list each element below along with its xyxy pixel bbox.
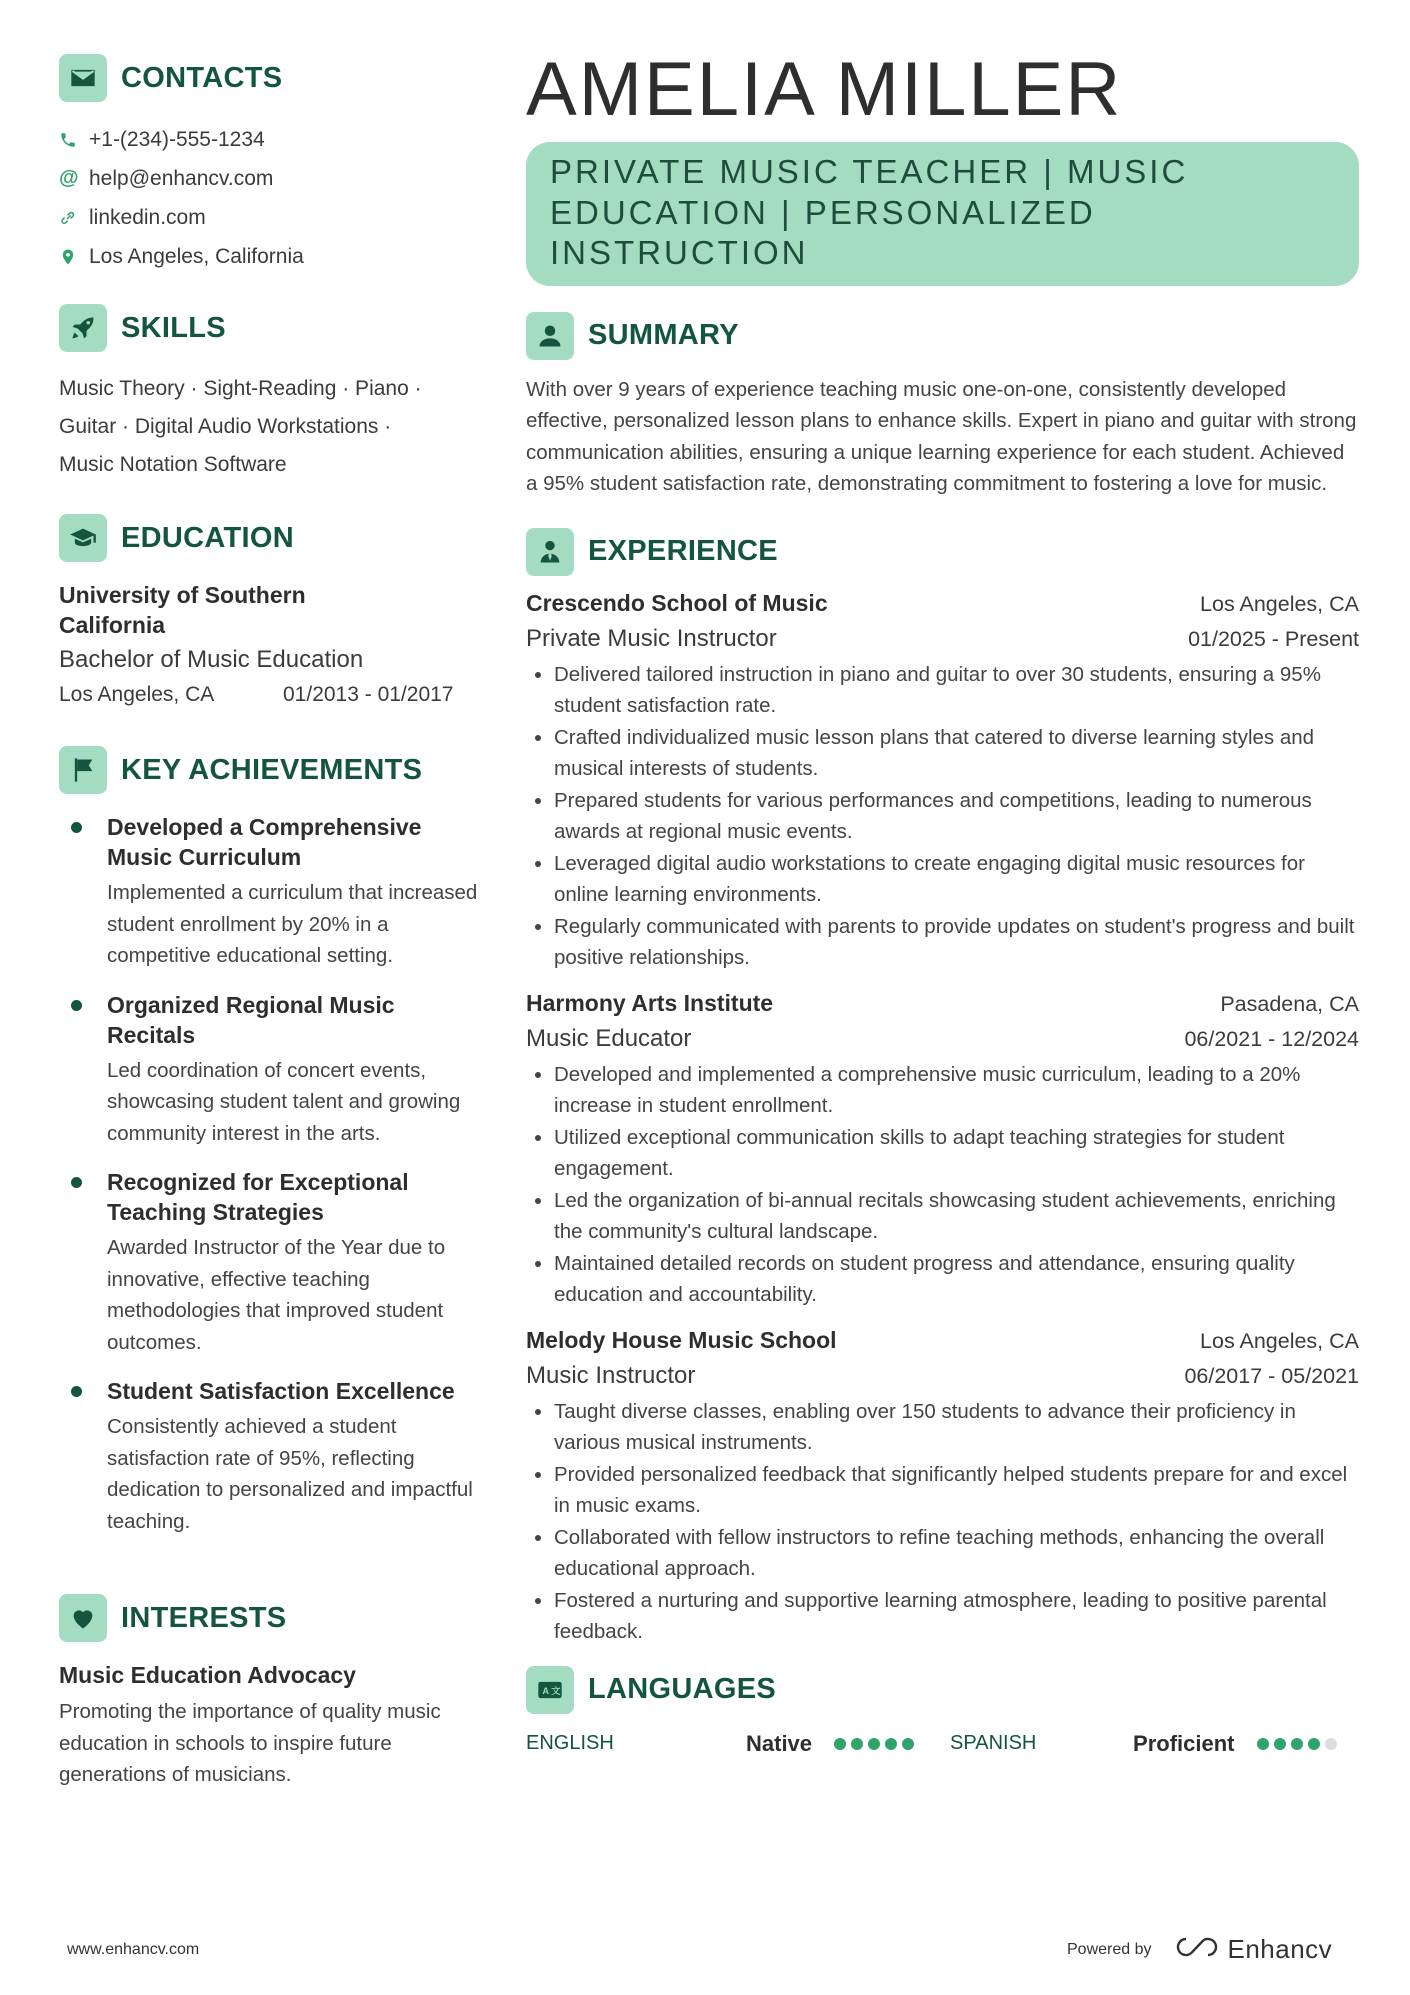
job-location: Pasadena, CA <box>1220 991 1359 1016</box>
contacts-section <box>59 54 479 304</box>
job-bullet: • Maintained detailed records on student progress and attendance, ensuring quality education and accountability. <box>554 1248 1359 1311</box>
svg-text:文: 文 <box>551 1685 561 1696</box>
headline-banner: PRIVATE MUSIC TEACHER | MUSIC EDUCATION | PERSONALIZED INSTRUCTION <box>526 142 1359 286</box>
languages-header <box>526 1666 1359 1714</box>
achievements-heading: KEY ACHIEVEMENTS <box>121 753 423 786</box>
location-pin-icon <box>59 248 89 266</box>
job-bullet: • Leveraged digital audio workstations to create engaging digital music resources for online learning environments. <box>554 848 1359 911</box>
interests-heading: INTERESTS <box>121 1601 287 1634</box>
achievement-item <box>59 1376 479 1537</box>
bullet-dot <box>71 822 82 833</box>
summary-section <box>526 312 1359 500</box>
experience-section <box>526 528 1359 1648</box>
language-name: ENGLISH <box>526 1732 614 1754</box>
job-header <box>526 586 1359 621</box>
rating-dot-filled <box>1308 1738 1320 1750</box>
skills-line: Music Theory · Sight-Reading · Piano · <box>59 377 422 400</box>
rating-dot-filled <box>868 1738 880 1750</box>
job-entry <box>526 986 1359 1311</box>
achievement-desc: Consistently achieved a student satisfaction rate of 95%, reflecting dedication to personalized and impactful teaching. <box>107 1415 473 1533</box>
left-column <box>59 54 479 1791</box>
graduation-cap-icon <box>59 514 107 562</box>
heart-icon <box>59 1594 107 1642</box>
rating-dot-filled <box>885 1738 897 1750</box>
education-section <box>59 514 479 746</box>
flag-icon <box>59 746 107 794</box>
candidate-name: AMELIA MILLER <box>526 47 1123 132</box>
powered-by-label: Powered by <box>1067 1940 1152 1958</box>
job-entry <box>526 1323 1359 1648</box>
job-bullet: • Taught diverse classes, enabling over 150 students to advance their proficiency in various musical instruments. <box>554 1396 1359 1459</box>
job-bullets <box>526 659 1359 974</box>
language-name: SPANISH <box>950 1732 1037 1754</box>
summary-text: With over 9 years of experience teaching music one-on-one, consistently developed effective, personalized lesson plans to enhance skills. Expert in piano and guitar with strong communication abilities, ensuring a unique learning experience for each student. Achieved a 95% student satisfaction rate, demonstrating commitment to fostering a love for music. <box>526 377 1357 495</box>
job-company: Crescendo School of Music <box>526 589 828 616</box>
at-icon: @ <box>59 167 79 189</box>
job-bullets <box>526 1059 1359 1311</box>
briefcase-person-icon <box>526 528 574 576</box>
job-bullet: • Regularly communicated with parents to provide updates on student's progress and built positive relationships. <box>554 911 1359 974</box>
job-dates: 06/2017 - 05/2021 <box>1184 1363 1359 1388</box>
contact-location-text: Los Angeles, California <box>89 244 304 268</box>
interests-header <box>59 1594 479 1642</box>
job-bullet: • Delivered tailored instruction in piano and guitar to over 30 students, ensuring a 95% student satisfaction rate. <box>554 659 1359 722</box>
rating-dot-filled <box>834 1738 846 1750</box>
job-company: Melody House Music School <box>526 1326 837 1353</box>
skills-header <box>59 304 479 352</box>
job-company: Harmony Arts Institute <box>526 989 774 1016</box>
achievement-item <box>59 990 479 1150</box>
education-heading: EDUCATION <box>121 521 294 554</box>
job-entry <box>526 586 1359 974</box>
job-bullets <box>526 1396 1359 1648</box>
skills-heading: SKILLS <box>121 311 226 344</box>
achievements-header <box>59 746 479 794</box>
bullet-dot <box>71 1000 82 1011</box>
job-bullet: • Utilized exceptional communication skills to adapt teaching strategies for student engagement. <box>554 1122 1359 1185</box>
rating-dot-empty <box>1325 1738 1337 1750</box>
contacts-header <box>59 54 479 102</box>
job-role: Music Instructor <box>526 1361 696 1389</box>
achievements-section <box>59 746 479 1654</box>
rating-dot-filled <box>1291 1738 1303 1750</box>
skills-line: Music Notation Software <box>59 453 287 476</box>
interest-desc: Promoting the importance of quality music education in schools to inspire future generations of musicians. <box>59 1700 441 1786</box>
enhancv-logo-icon <box>1174 1935 1220 1964</box>
job-bullet: • Prepared students for various performances and competitions, leading to numerous awards at regional music events. <box>554 785 1359 848</box>
skills-line: Guitar · Digital Audio Workstations · <box>59 415 392 438</box>
rating-dot-filled <box>1274 1738 1286 1750</box>
language-rating <box>834 1738 914 1750</box>
contact-linkedin[interactable] <box>59 198 479 237</box>
education-degree: Bachelor of Music Education <box>59 646 364 673</box>
skills-section <box>59 304 479 514</box>
job-bullet: • Fostered a nurturing and supportive learning atmosphere, leading to positive parental feedback. <box>554 1585 1359 1648</box>
job-location: Los Angeles, CA <box>1200 1328 1359 1353</box>
education-meta <box>59 678 479 712</box>
job-location: Los Angeles, CA <box>1200 591 1359 616</box>
achievement-title: Developed a Comprehensive Music Curriculum <box>107 814 422 870</box>
job-subheader <box>526 1358 1359 1394</box>
person-icon <box>526 312 574 360</box>
achievement-item <box>59 812 479 972</box>
job-header <box>526 986 1359 1021</box>
footer-url[interactable]: www.enhancv.com <box>67 1941 200 1958</box>
education-dates: 01/2013 - 01/2017 <box>283 683 454 706</box>
achievement-desc: Awarded Instructor of the Year due to innovative, effective teaching methodologies that improved student outcomes. <box>107 1236 446 1354</box>
envelope-icon <box>59 54 107 102</box>
experience-heading: EXPERIENCE <box>588 535 778 567</box>
contact-linkedin-text: linkedin.com <box>89 205 206 229</box>
right-column <box>526 47 1359 1764</box>
education-school-line: University of Southern <box>59 582 306 608</box>
job-role: Private Music Instructor <box>526 624 777 652</box>
bullet-dot <box>71 1386 82 1397</box>
job-bullet: • Developed and implemented a comprehensive music curriculum, leading to a 20% increase in student enrollment. <box>554 1059 1359 1122</box>
interest-title: Music Education Advocacy <box>59 1662 356 1688</box>
link-icon <box>59 209 89 227</box>
rating-dot-filled <box>1257 1738 1269 1750</box>
job-bullet: • Led the organization of bi-annual recitals showcasing student achievements, enriching the community's cultural landscape. <box>554 1185 1359 1248</box>
languages-section <box>526 1666 1359 1764</box>
languages-row <box>526 1724 1359 1764</box>
interests-section <box>59 1594 479 1791</box>
bullet-dot <box>71 1177 82 1188</box>
education-school <box>59 580 479 640</box>
rating-dot-filled <box>902 1738 914 1750</box>
language-level: Native <box>746 1730 813 1756</box>
svg-text:A: A <box>542 1685 550 1696</box>
language-icon <box>526 1666 574 1714</box>
education-school-line: California <box>59 612 166 638</box>
achievement-desc: Led coordination of concert events, showcasing student talent and growing community interest in the arts. <box>107 1058 461 1145</box>
job-subheader <box>526 1021 1359 1057</box>
skills-list <box>59 370 479 484</box>
job-role: Music Educator <box>526 1024 692 1052</box>
job-header <box>526 1323 1359 1358</box>
languages-heading: LANGUAGES <box>588 1673 776 1705</box>
achievement-title: Recognized for Exceptional Teaching Strategies <box>107 1169 409 1225</box>
achievement-title: Organized Regional Music Recitals <box>107 991 395 1048</box>
language-level: Proficient <box>1133 1730 1235 1756</box>
contact-email-text: help@enhancv.com <box>89 166 274 190</box>
achievement-desc: Implemented a curriculum that increased student enrollment by 20% in a competitive educational setting. <box>107 881 478 967</box>
job-dates: 06/2021 - 12/2024 <box>1184 1026 1359 1051</box>
rating-dot-filled <box>851 1738 863 1750</box>
job-bullet: • Collaborated with fellow instructors to refine teaching methods, enhancing the overall educational approach. <box>554 1522 1359 1585</box>
contact-phone-text: +1-(234)-555-1234 <box>89 127 265 151</box>
summary-heading: SUMMARY <box>588 319 739 351</box>
job-bullet: • Provided personalized feedback that significantly helped students prepare for and excel in music exams. <box>554 1459 1359 1522</box>
job-bullet: • Crafted individualized music lesson plans that catered to diverse learning styles and musical interests of students. <box>554 722 1359 785</box>
rocket-icon <box>59 304 107 352</box>
achievement-item <box>59 1167 479 1358</box>
job-subheader <box>526 621 1359 657</box>
footer-branding[interactable] <box>1067 1934 1332 1965</box>
education-location: Los Angeles, CA <box>59 683 215 706</box>
language-rating <box>1257 1738 1337 1750</box>
contact-email[interactable] <box>59 159 479 198</box>
brand-name: Enhancv <box>1227 1934 1333 1964</box>
experience-header <box>526 528 1359 576</box>
education-header <box>59 514 479 562</box>
phone-icon <box>59 131 89 149</box>
job-dates: 01/2025 - Present <box>1188 626 1359 651</box>
contact-location <box>59 237 479 276</box>
achievement-title: Student Satisfaction Excellence <box>107 1378 455 1404</box>
contact-phone[interactable] <box>59 120 479 159</box>
contacts-heading: CONTACTS <box>121 61 283 94</box>
summary-header <box>526 312 1359 360</box>
